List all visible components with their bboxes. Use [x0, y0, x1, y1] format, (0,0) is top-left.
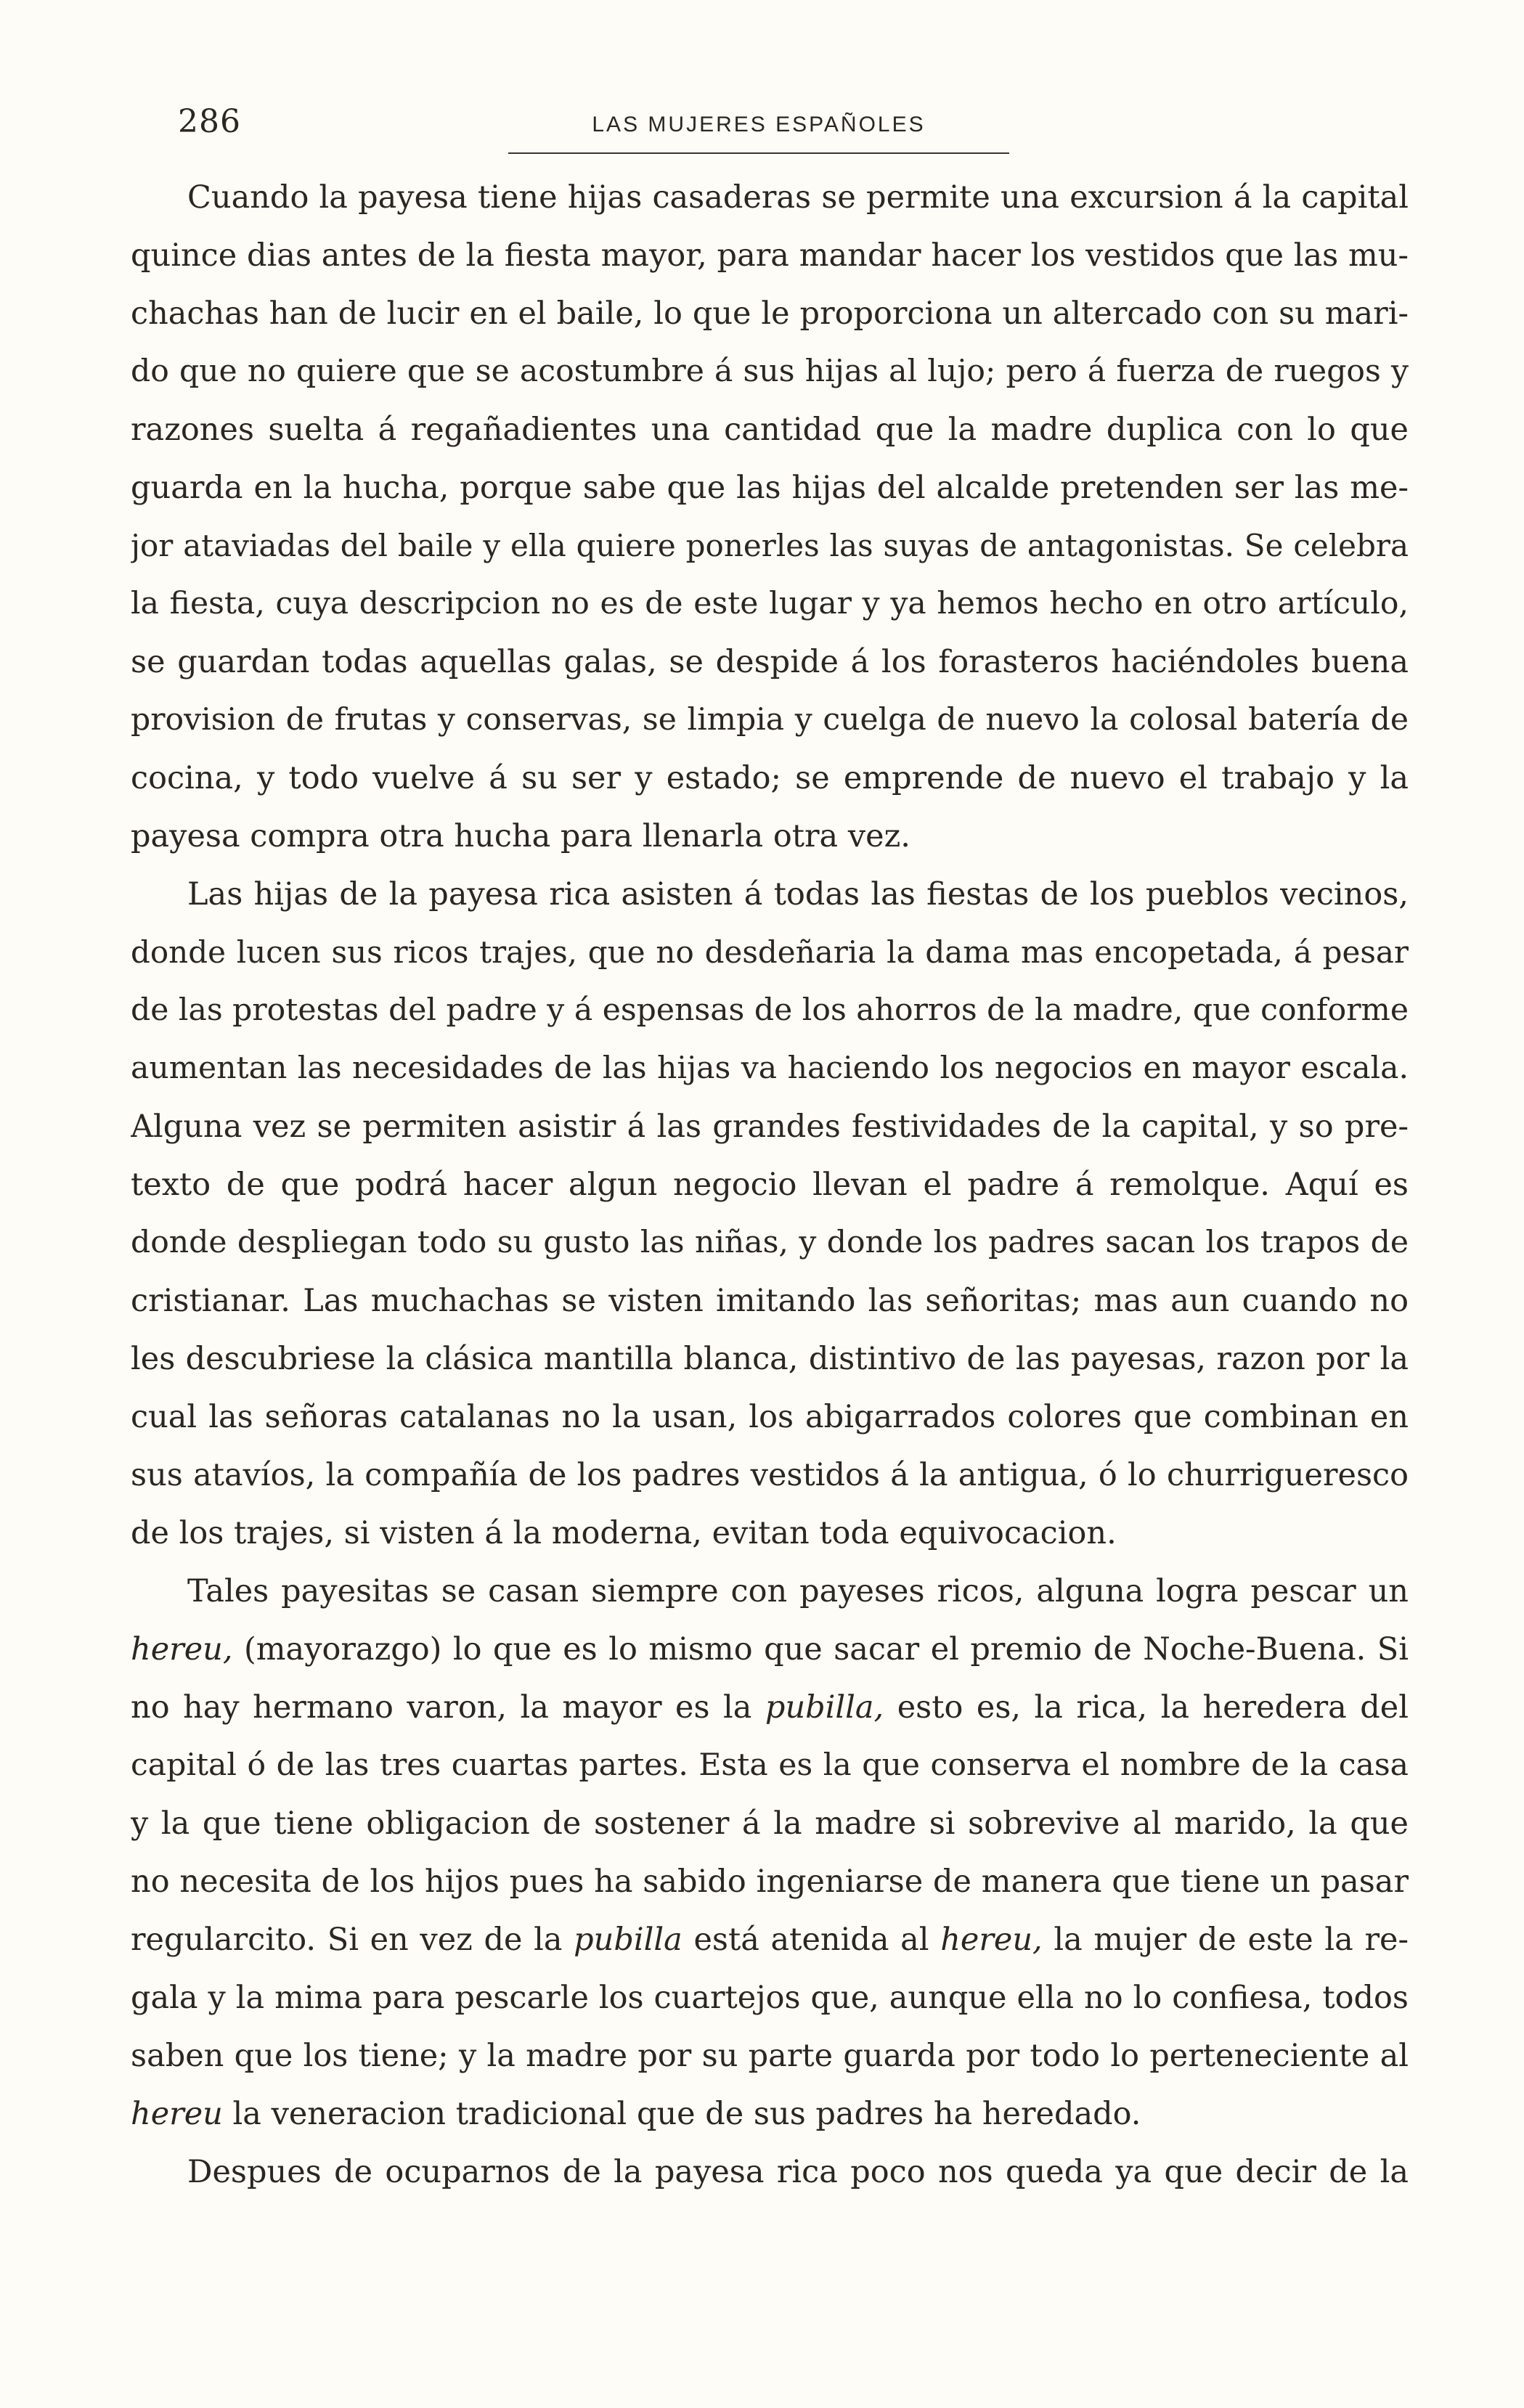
text-line: [131, 981, 1409, 1040]
italic-term: hereu: [131, 2096, 223, 2132]
text-segment: guarda en la hucha, porque sabe que las hijas del alcalde pretenden ser las me-: [131, 470, 1409, 506]
text-line: [131, 865, 1409, 923]
text-segment: payesa compra otra hucha para llenarla otra vez.: [131, 818, 910, 854]
body-text: [131, 168, 1409, 2201]
text-line: [131, 1040, 1409, 1098]
text-segment: chachas han de lucir en el baile, lo que le proporciona un altercado con su mari-: [131, 295, 1409, 332]
text-segment: no hay hermano varon, la mayor es la: [131, 1689, 765, 1726]
text-segment: Las hijas de la payesa rica asisten á todas las fiestas de los pueblos vecinos,: [187, 876, 1409, 913]
italic-term: pubilla: [574, 1922, 682, 1958]
text-line: [131, 1620, 1409, 1678]
running-title: LAS MUJERES ESPAÑOLES: [592, 113, 926, 136]
text-line: [131, 1795, 1409, 1853]
text-segment: (mayorazgo) lo que es lo mismo que sacar el premio de Noche-Buena. Si: [232, 1631, 1409, 1668]
text-segment: donde despliegan todo su gusto las niñas, y donde los padres sacan los trapos de: [131, 1225, 1409, 1260]
text-segment: Alguna vez se permiten asistir á las grandes festividades de la capital, y so pre-: [131, 1109, 1409, 1145]
text-line: [131, 749, 1409, 807]
text-segment: texto de que podrá hacer algun negocio llevan el padre á remolque. Aquí es: [131, 1167, 1409, 1203]
text-line: [131, 459, 1409, 517]
italic-term: hereu,: [131, 1631, 233, 1668]
text-segment: la fiesta, cuya descripcion no es de este lugar y ya hemos hecho en otro artículo,: [131, 586, 1409, 621]
text-line: [131, 1736, 1409, 1795]
text-segment: sus atavíos, la compañía de los padres vestidos á la antigua, ó lo churrigueresco: [131, 1457, 1409, 1493]
text-line: [131, 226, 1409, 285]
text-segment: aumentan las necesidades de las hijas va haciendo los negocios en mayor escala.: [131, 1050, 1409, 1086]
text-line: [131, 343, 1409, 401]
text-line: [131, 1562, 1409, 1620]
text-line: [131, 1969, 1409, 2027]
page-number: 286: [178, 103, 241, 140]
text-line: [131, 923, 1409, 981]
text-segment: Despues de ocuparnos de la payesa rica poco nos queda ya que decir de la: [187, 2154, 1409, 2190]
text-line: [131, 1911, 1409, 1969]
text-segment: donde lucen sus ricos trajes, que no desdeñaria la dama mas encopetada, á pesar: [131, 934, 1409, 970]
text-segment: esto es, la rica, la heredera del: [884, 1689, 1409, 1726]
text-line: [131, 517, 1409, 575]
text-segment: Cuando la payesa tiene hijas casaderas se permite una excursion á la capital: [187, 179, 1409, 216]
text-segment: saben que los tiene; y la madre por su parte guarda por todo lo perteneciente al: [131, 2038, 1409, 2074]
text-line: [131, 168, 1409, 226]
page-header: [0, 94, 1524, 145]
text-segment: do que no quiere que se acostumbre á sus hijas al lujo; pero á fuerza de ruegos y: [131, 354, 1409, 389]
text-line: [131, 285, 1409, 343]
text-segment: regularcito. Si en vez de la: [131, 1922, 574, 1958]
text-segment: la veneracion tradicional que de sus padres ha heredado.: [222, 2096, 1141, 2132]
text-line: [131, 2085, 1409, 2143]
text-line: [131, 1272, 1409, 1330]
text-line: [131, 2143, 1409, 2201]
italic-term: pubilla,: [765, 1689, 884, 1726]
text-segment: provision de frutas y conservas, se limpia y cuelga de nuevo la colosal batería de: [131, 702, 1409, 738]
text-segment: gala y la mima para pescarle los cuartejos que, aunque ella no lo confiesa, todos: [131, 1980, 1409, 2016]
text-segment: capital ó de las tres cuartas partes. Esta es la que conserva el nombre de la casa: [131, 1747, 1409, 1783]
italic-term: hereu,: [940, 1922, 1043, 1958]
text-line: [131, 1853, 1409, 1911]
text-line: [131, 1678, 1409, 1736]
text-segment: se guardan todas aquellas galas, se despide á los forasteros haciéndoles buena: [131, 644, 1409, 680]
text-line: [131, 691, 1409, 749]
text-line: [131, 1330, 1409, 1388]
text-segment: de los trajes, si visten á la moderna, evitan toda equivocacion.: [131, 1515, 1117, 1551]
text-line: [131, 1388, 1409, 1446]
text-line: [131, 401, 1409, 459]
text-segment: les descubriese la clásica mantilla blanca, distintivo de las payesas, razon por la: [131, 1341, 1409, 1377]
header-rule: [508, 152, 1009, 154]
text-line: [131, 1504, 1409, 1562]
text-segment: cristianar. Las muchachas se visten imitando las señoritas; mas aun cuando no: [131, 1283, 1409, 1319]
text-segment: está atenida al: [682, 1922, 941, 1958]
text-line: [131, 575, 1409, 633]
text-line: [131, 2027, 1409, 2085]
text-segment: cocina, y todo vuelve á su ser y estado; se emprende de nuevo el trabajo y la: [131, 760, 1409, 796]
text-segment: la mujer de este la re-: [1042, 1922, 1409, 1958]
text-segment: cual las señoras catalanas no la usan, los abigarrados colores que combinan en: [131, 1399, 1409, 1435]
text-segment: de las protestas del padre y á espensas de los ahorros de la madre, que conforme: [131, 992, 1409, 1028]
text-segment: quince dias antes de la fiesta mayor, para mandar hacer los vestidos que las mu-: [131, 237, 1409, 274]
text-line: [131, 1098, 1409, 1156]
text-segment: Tales payesitas se casan siempre con payeses ricos, alguna logra pescar un: [187, 1573, 1409, 1609]
text-segment: razones suelta á regañadientes una cantidad que la madre duplica con lo que: [131, 412, 1409, 448]
text-line: [131, 1214, 1409, 1272]
text-segment: no necesita de los hijos pues ha sabido ingeniarse de manera que tiene un pasar: [131, 1864, 1409, 1900]
text-line: [131, 1446, 1409, 1504]
text-line: [131, 1156, 1409, 1214]
text-segment: y la que tiene obligacion de sostener á la madre si sobrevive al marido, la que: [131, 1805, 1409, 1842]
text-segment: jor ataviadas del baile y ella quiere ponerles las suyas de antagonistas. Se celebra: [131, 528, 1409, 563]
text-line: [131, 807, 1409, 865]
text-line: [131, 633, 1409, 691]
